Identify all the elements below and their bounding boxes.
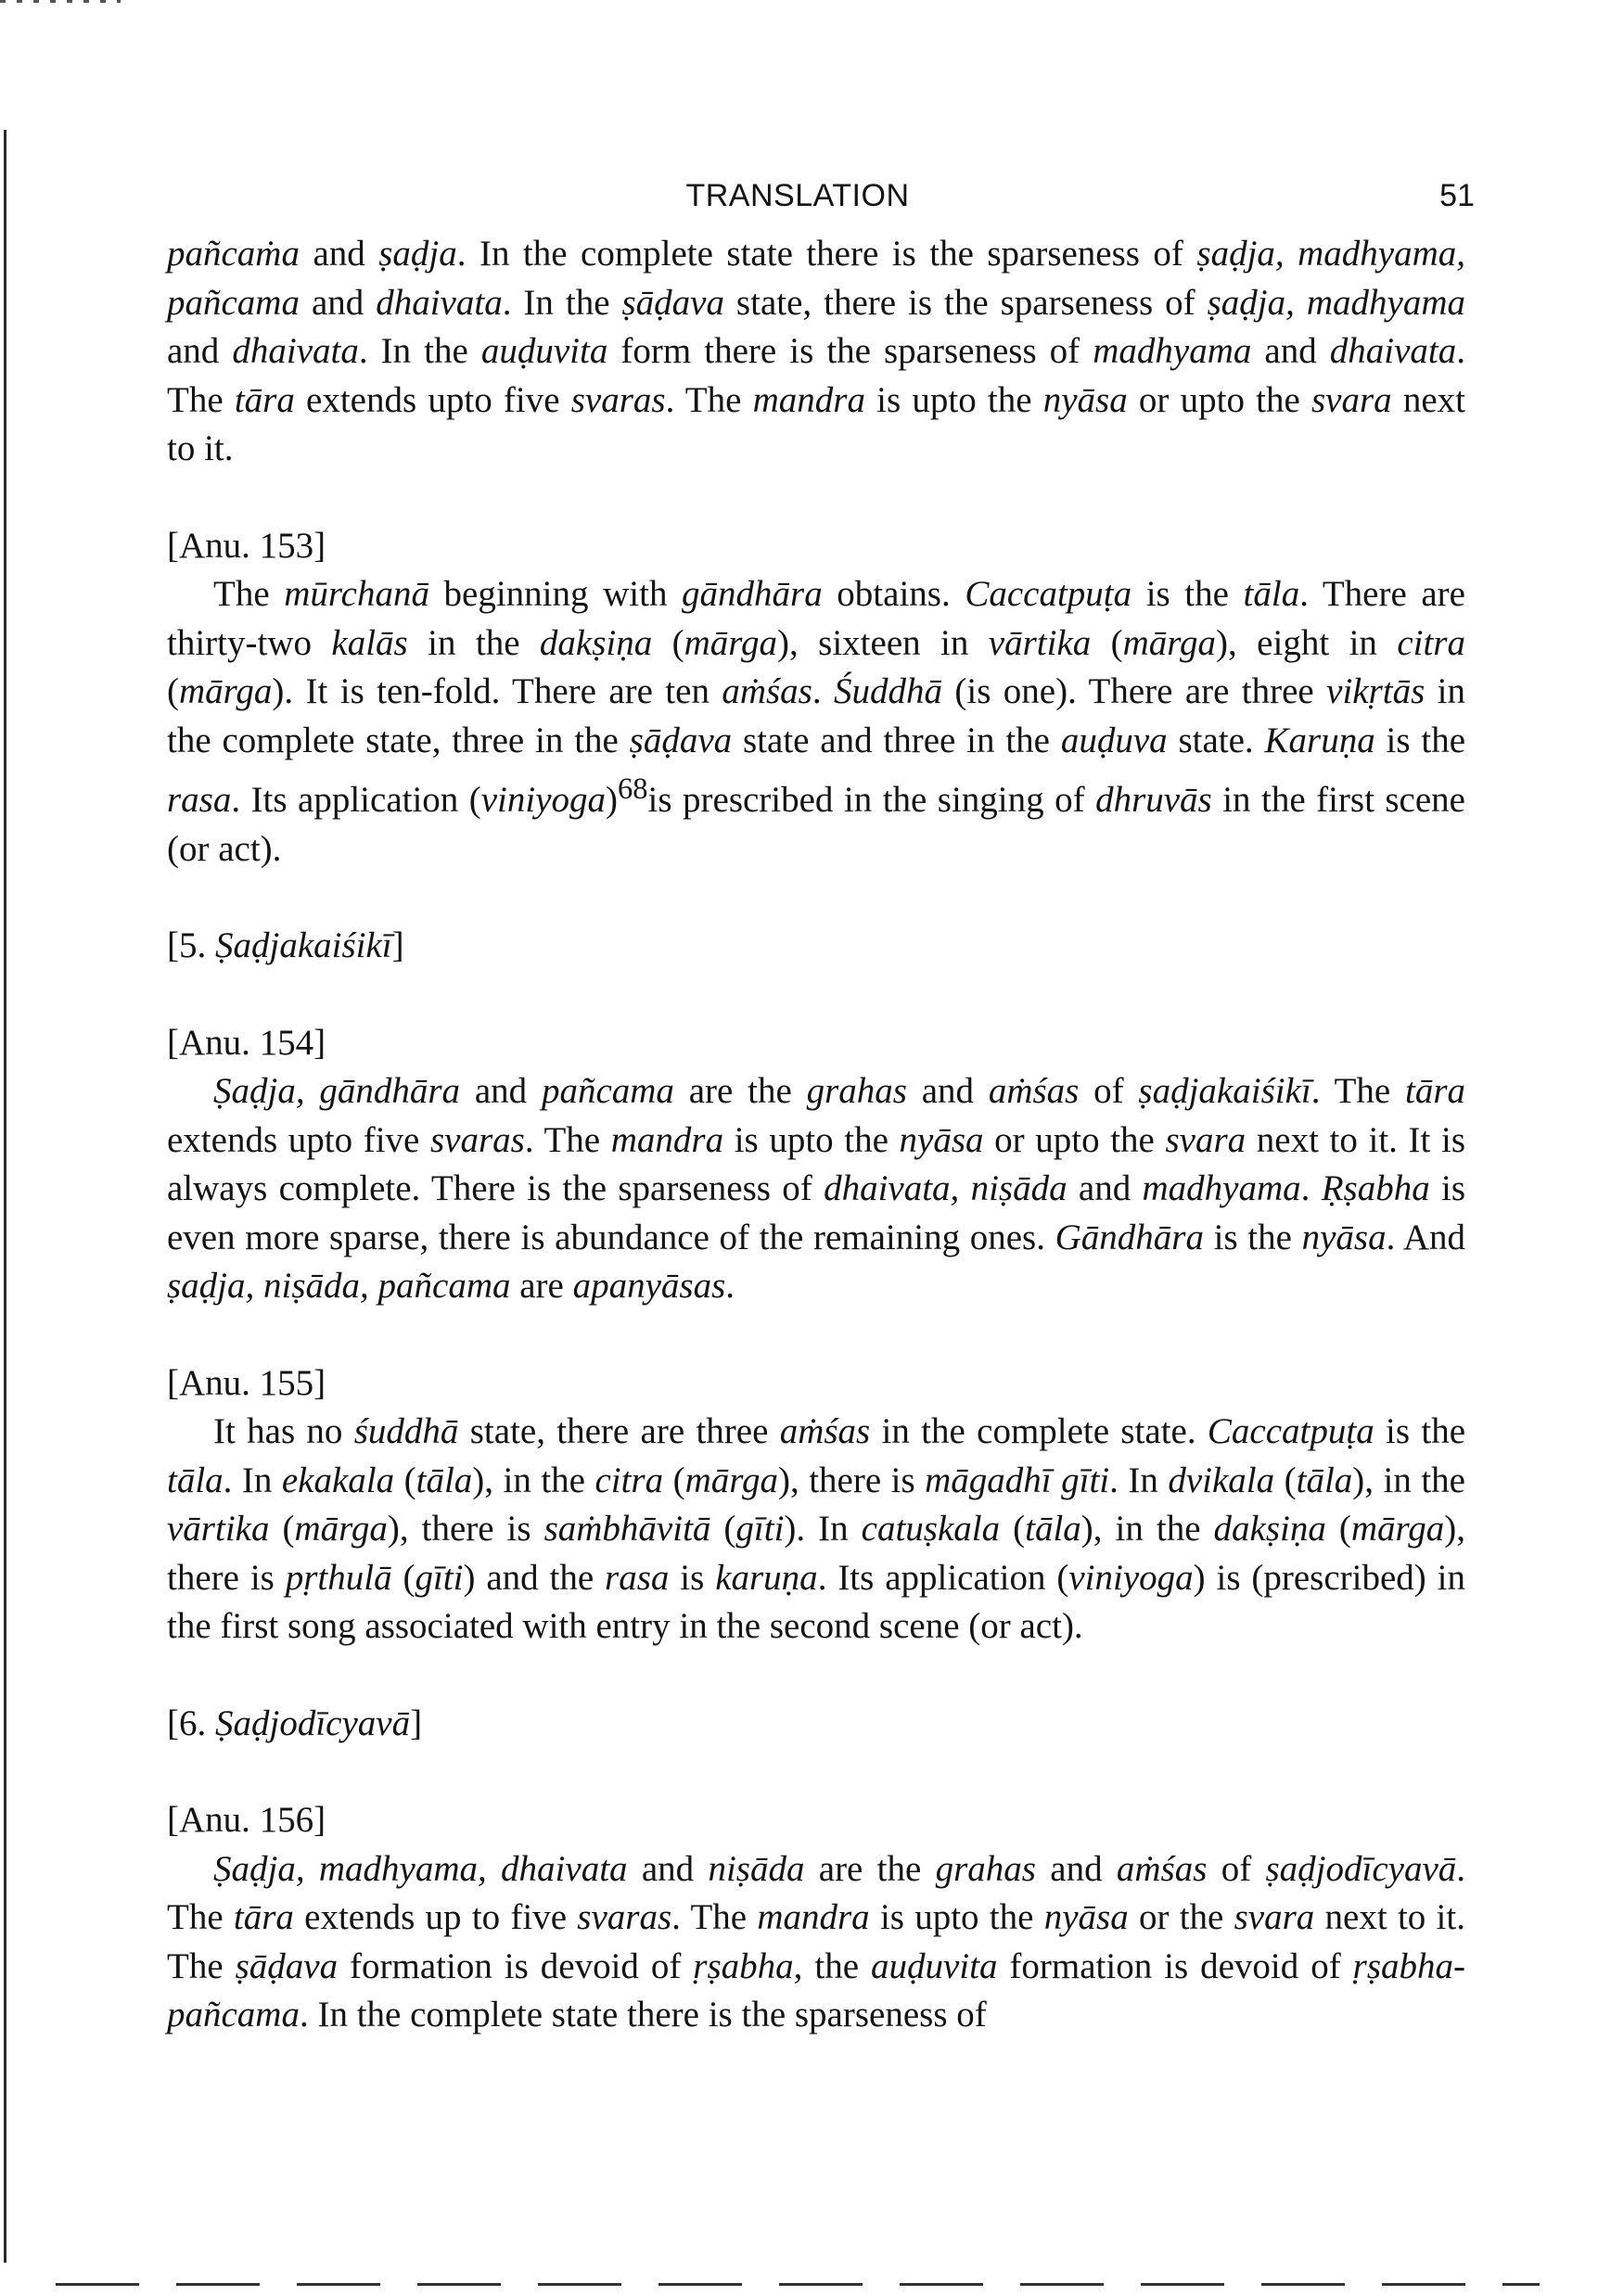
text-span: is upto the [869, 1897, 1044, 1937]
text-span: . The [167, 331, 1465, 420]
text-span: nyāsa [1301, 1217, 1387, 1257]
text-span: ṣāḍava [621, 282, 724, 323]
text-span: ( [710, 1509, 736, 1549]
anu-154-label: [Anu. 154] [167, 1022, 326, 1063]
text-span: mārga [1350, 1509, 1445, 1549]
text-span: formation is devoid of [997, 1945, 1353, 1986]
text-span: is upto the [864, 379, 1043, 420]
text-span: formation is devoid of [338, 1945, 694, 1986]
text-span: extends upto five [167, 1119, 430, 1160]
text-span: and [299, 234, 379, 274]
text-span: is the [1203, 1217, 1302, 1257]
text-span: viniyoga [1068, 1557, 1194, 1598]
text-span: mārga [684, 622, 778, 663]
text-span: ( [269, 1509, 295, 1549]
text-span: . In the [502, 282, 622, 323]
text-span: ) and the [463, 1557, 606, 1598]
text-span: in the complete state. [870, 1411, 1208, 1451]
text-span: state, there are three [458, 1411, 780, 1451]
text-span: rasa [167, 780, 232, 820]
text-span: grahas [806, 1071, 907, 1111]
text-span: ] [391, 925, 404, 965]
text-span: ( [652, 622, 684, 663]
text-span: mārga [684, 1460, 778, 1500]
text-span: ṣaḍja, niṣāda, pañcama [167, 1266, 511, 1306]
text-span: and [1251, 331, 1330, 371]
text-span: next to it. It is always complete. There is the sparseness of [167, 1119, 1465, 1208]
body-text [167, 230, 1465, 2040]
text-span: karuṇa [715, 1557, 818, 1598]
footnote-marker[interactable]: 68 [618, 772, 648, 806]
text-span: are the [673, 1071, 807, 1111]
text-span: tāra [1405, 1071, 1466, 1111]
text-span: tāla [415, 1460, 473, 1500]
text-span: dhaivata [232, 331, 359, 371]
text-span: [5. [167, 925, 215, 965]
text-span: aṁśas [722, 671, 812, 711]
text-span: extends up to five [293, 1897, 578, 1937]
text-span: ṣāḍava [235, 1945, 339, 1986]
text-span: is prescribed in the singing of [647, 780, 1096, 820]
text-span: gāndhāra [682, 574, 823, 614]
text-span: . [725, 1266, 735, 1306]
text-span: ). In [784, 1509, 862, 1549]
text-span: and [167, 331, 233, 371]
text-span: ( [1091, 622, 1123, 663]
text-span: grahas [935, 1848, 1036, 1889]
text-span: madhyama [1093, 331, 1252, 371]
text-span: svaras [577, 1897, 672, 1937]
text-span: Karuṇa [1264, 720, 1375, 760]
text-span: ( [1274, 1460, 1297, 1500]
paragraph-gap [167, 1748, 1465, 1796]
text-span: . Its application ( [231, 780, 481, 820]
text-span: Śuddhā [834, 671, 943, 711]
text-span: apanyāsas [572, 1266, 726, 1306]
text-span: and [460, 1071, 542, 1111]
text-span: ), eight in [1216, 622, 1398, 663]
text-span: . The [671, 1897, 758, 1937]
text-span: ), in the [472, 1460, 595, 1500]
text-span: . The [524, 1119, 611, 1160]
text-span: svara [1234, 1897, 1315, 1937]
text-span: mandra [610, 1119, 724, 1160]
text-span: Caccatpuṭa [965, 574, 1132, 614]
text-span: The [213, 574, 285, 614]
text-span: auḍuva [1060, 720, 1168, 760]
text-span: auḍuvita [480, 331, 608, 371]
text-span: vārtika [988, 622, 1092, 663]
text-span: ṣaḍja [378, 234, 457, 274]
text-span: tāla [1025, 1509, 1081, 1549]
text-span: . The [167, 1848, 1466, 1937]
text-span: tāra [234, 379, 295, 420]
text-span: aṁśas [988, 1071, 1080, 1111]
text-span: svaras [429, 1119, 525, 1160]
text-span: niṣāda [708, 1848, 805, 1889]
text-span: tāla [1296, 1460, 1353, 1500]
text-span: form there is the sparseness of [607, 331, 1093, 371]
paragraph-gap [167, 971, 1465, 1019]
text-span: ). It is ten-fold. There are ten [272, 671, 722, 711]
text-span: is even more sparse, there is abundance of the remaining ones. [167, 1168, 1466, 1257]
text-span: obtains. [822, 574, 965, 614]
text-span: svaras [570, 379, 666, 420]
text-span: It has no [213, 1411, 354, 1451]
text-span: state. [1167, 720, 1265, 760]
text-span: (is one). There are three [942, 671, 1327, 711]
text-span: ṣaḍjakaiśikī [1138, 1071, 1311, 1111]
paragraph-gap [167, 874, 1465, 922]
text-span: of [1207, 1848, 1266, 1889]
text-span: or upto the [1127, 379, 1311, 420]
text-span: citra [1397, 622, 1465, 663]
text-span: ( [1325, 1509, 1351, 1549]
text-span: ṣaḍja, madhyama [1207, 282, 1465, 323]
text-span: next to it. [167, 379, 1465, 468]
text-span: . [812, 671, 835, 711]
text-span: in the complete state, three in the [167, 671, 1466, 760]
text-span: ) is (prescribed) in the first song associated with entry in the second scene (or act). [167, 1557, 1465, 1646]
text-span: Ṣaḍjodīcyavā [215, 1703, 411, 1743]
text-span: aṁśas [1116, 1848, 1208, 1889]
text-span: ( [391, 1557, 415, 1598]
text-span: are the [804, 1848, 936, 1889]
text-span: pañcama [541, 1071, 674, 1111]
text-span: Ṛṣabha [1321, 1168, 1430, 1208]
paragraph-gap [167, 474, 1465, 522]
text-span: mandra [752, 379, 865, 420]
text-span: [6. [167, 1703, 215, 1743]
text-span: ṛṣabha-pañcama [167, 1945, 1465, 2035]
text-span: . In the [358, 331, 481, 371]
text-span: ( [167, 671, 179, 711]
text-span: and [1035, 1848, 1117, 1889]
text-span: kalās [331, 622, 408, 663]
text-span: saṁbhāvitā [543, 1509, 711, 1549]
anu-156-label: [Anu. 156] [167, 1800, 326, 1840]
text-span: . In the complete state there is the sparseness of [299, 1995, 987, 2035]
paragraph-gap [167, 1652, 1465, 1700]
text-span: dakṣiṇa [539, 622, 653, 663]
text-span: ṛṣabha [693, 1945, 794, 1986]
text-span: Ṣaḍjakaiśikī [215, 925, 392, 965]
text-span: beginning with [428, 574, 683, 614]
text-span: of [1079, 1071, 1139, 1111]
text-span: tāla [1243, 574, 1300, 614]
text-span: aṁśas [779, 1411, 871, 1451]
text-span: dhruvās [1095, 780, 1212, 820]
text-span: ] [410, 1703, 423, 1743]
text-span: ) [606, 780, 619, 820]
text-span: mārga [294, 1509, 388, 1549]
text-span: dvikala [1168, 1460, 1275, 1500]
text-span: dakṣiṇa [1213, 1509, 1326, 1549]
text-span: is the [1374, 720, 1466, 760]
text-span: nyāsa [899, 1119, 984, 1160]
text-span: is the [1374, 1411, 1466, 1451]
text-span: vikṛtās [1326, 671, 1425, 711]
text-span: dhaivata, niṣāda [824, 1168, 1067, 1208]
text-span: and [299, 282, 377, 323]
anu-156-paragraph [167, 1845, 1465, 2040]
text-span: viniyoga [480, 780, 607, 820]
anu-153-paragraph [167, 570, 1465, 874]
text-span: tāla [167, 1460, 224, 1500]
text-span: or the [1128, 1897, 1234, 1937]
anu-154-paragraph [167, 1067, 1465, 1311]
text-span: gīti [415, 1557, 464, 1598]
text-span: or upto the [983, 1119, 1166, 1160]
section-heading-5 [167, 922, 1465, 971]
text-span: madhyama [1142, 1168, 1301, 1208]
text-span: . Its application ( [817, 1557, 1069, 1598]
text-span: pṛthulā [285, 1557, 392, 1598]
text-span: ), in the [1352, 1460, 1465, 1500]
text-span: catuṣkala [861, 1509, 1001, 1549]
text-span: ), there is [167, 1509, 1465, 1598]
running-head [167, 178, 1484, 215]
text-span: auḍuvita [870, 1945, 998, 1986]
anu-153-label: [Anu. 153] [167, 525, 326, 566]
text-span: ekakala [281, 1460, 395, 1500]
section-heading-6 [167, 1700, 1465, 1749]
text-span: . The [1310, 1071, 1405, 1111]
text-span: extends upto five [294, 379, 571, 420]
text-span: ), there is [387, 1509, 544, 1549]
text-span: svara [1165, 1119, 1246, 1160]
scan-edge-top [0, 0, 121, 3]
text-span: . In [223, 1460, 282, 1500]
text-span: mārga [1122, 622, 1217, 663]
text-span: ), sixteen in [777, 622, 989, 663]
text-span: tāra [233, 1897, 294, 1937]
text-span: and [1067, 1168, 1143, 1208]
text-span: nyāsa [1043, 1897, 1129, 1937]
text-span: in the [407, 622, 540, 663]
text-span: mūrchanā [284, 574, 429, 614]
scan-edge-bottom [56, 2283, 1540, 2286]
text-span: ( [1000, 1509, 1026, 1549]
text-span: and [627, 1848, 709, 1889]
text-span: rasa [605, 1557, 670, 1598]
text-span: are [510, 1266, 573, 1306]
text-span: ṣaḍjodīcyavā [1265, 1848, 1457, 1889]
text-span: . In the complete state there is the sparseness of [456, 234, 1197, 274]
text-span: is the [1131, 574, 1244, 614]
text-span: state and three in the [732, 720, 1061, 760]
text-span: in the first scene (or act). [167, 780, 1465, 869]
scan-edge-left [4, 130, 6, 2263]
page-number: 51 [1439, 178, 1475, 213]
text-span: . The [665, 379, 753, 420]
text-span: dhaivata [1329, 331, 1457, 371]
text-span: ( [663, 1460, 685, 1500]
text-span: . [1300, 1168, 1322, 1208]
text-span: ṣaḍja, madhyama, pañcama [167, 234, 1466, 323]
text-span: is [669, 1557, 716, 1598]
text-span: Caccatpuṭa [1207, 1411, 1374, 1451]
text-span: ), in the [1080, 1509, 1214, 1549]
text-span: state, there is the sparseness of [723, 282, 1208, 323]
paragraph-gap [167, 1311, 1465, 1359]
text-span: and [906, 1071, 989, 1111]
text-span: pañcaṁa [167, 234, 300, 274]
text-span: Gāndhāra [1055, 1217, 1204, 1257]
text-span: is upto the [723, 1119, 900, 1160]
text-span: . And [1386, 1217, 1465, 1257]
text-span: svara [1310, 379, 1392, 420]
text-span: ( [394, 1460, 416, 1500]
text-span: ), there is [778, 1460, 926, 1500]
text-span: ṣāḍava [629, 720, 733, 760]
anu-155-paragraph [167, 1408, 1465, 1652]
running-title: TRANSLATION [685, 178, 910, 213]
text-span: . In [1109, 1460, 1169, 1500]
text-span: . There are thirty-two [167, 574, 1465, 663]
text-span: , the [793, 1945, 871, 1986]
text-span: śuddhā [353, 1411, 459, 1451]
text-span: vārtika [167, 1509, 270, 1549]
text-span: dhaivata [376, 282, 503, 323]
text-span: māgadhī gīti [925, 1460, 1110, 1500]
text-span: nyāsa [1042, 379, 1128, 420]
text-span: Ṣaḍja, madhyama, dhaivata [213, 1848, 628, 1889]
anu-155-label: [Anu. 155] [167, 1362, 326, 1403]
text-span: gīti [735, 1509, 785, 1549]
continued-paragraph [167, 230, 1465, 474]
text-span: Ṣaḍja, gāndhāra [213, 1071, 461, 1111]
text-span: mārga [179, 671, 273, 711]
text-span: citra [594, 1460, 664, 1500]
text-span: next to it. The [167, 1897, 1465, 1986]
text-span: mandra [757, 1897, 870, 1937]
